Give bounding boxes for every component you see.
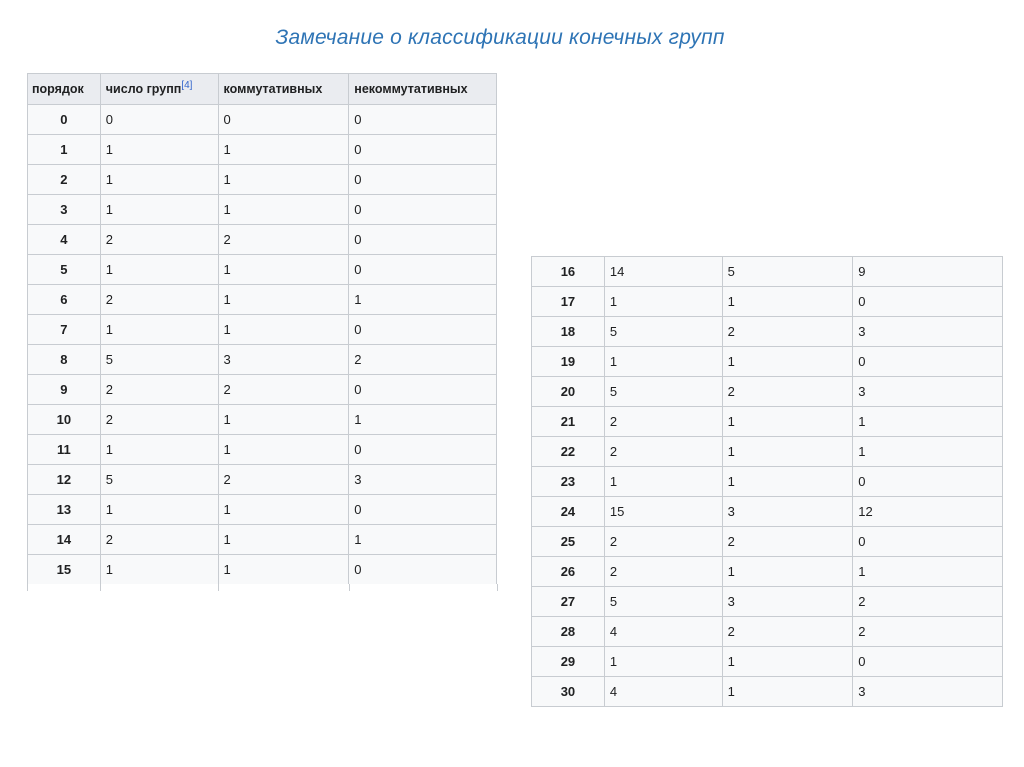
groups-cell: 4: [604, 617, 722, 647]
groups-cell: 4: [604, 677, 722, 707]
order-cell: 5: [28, 255, 101, 285]
table-row: [532, 347, 1003, 377]
nonabelian-cell: 1: [853, 557, 1003, 587]
table-row: [532, 557, 1003, 587]
nonabelian-cell: 0: [349, 105, 497, 135]
abelian-cell: 1: [722, 647, 853, 677]
groups-cell: 1: [100, 255, 218, 285]
groups-cell: 2: [100, 405, 218, 435]
table-row: [28, 405, 497, 435]
abelian-cell: 1: [722, 437, 853, 467]
groups-cell: 1: [100, 435, 218, 465]
table-row: [532, 317, 1003, 347]
order-cell: 9: [28, 375, 101, 405]
table-1-cut-lines: [27, 584, 498, 591]
table-row: [532, 647, 1003, 677]
abelian-cell: 1: [722, 347, 853, 377]
groups-cell: 1: [100, 495, 218, 525]
header-groups: [100, 74, 218, 105]
abelian-cell: 2: [722, 377, 853, 407]
nonabelian-cell: 0: [349, 165, 497, 195]
table-row: [28, 465, 497, 495]
nonabelian-cell: 0: [349, 315, 497, 345]
groups-cell: 5: [604, 587, 722, 617]
abelian-cell: 1: [218, 495, 349, 525]
nonabelian-cell: 3: [853, 377, 1003, 407]
table-row: [28, 345, 497, 375]
header-groups-label: число групп: [105, 82, 182, 96]
header-order: порядок: [28, 74, 101, 105]
header-nonabelian: некоммутативных: [349, 74, 497, 105]
order-cell: 19: [532, 347, 605, 377]
table-row: [532, 677, 1003, 707]
nonabelian-cell: 0: [349, 555, 497, 585]
table-row: [28, 105, 497, 135]
groups-cell: 1: [604, 647, 722, 677]
order-cell: 29: [532, 647, 605, 677]
nonabelian-cell: 2: [853, 617, 1003, 647]
abelian-cell: 3: [722, 587, 853, 617]
order-cell: 2: [28, 165, 101, 195]
table-row: [28, 375, 497, 405]
groups-cell: 1: [604, 287, 722, 317]
table-row: [28, 495, 497, 525]
abelian-cell: 2: [722, 317, 853, 347]
order-cell: 17: [532, 287, 605, 317]
abelian-cell: 1: [218, 555, 349, 585]
order-cell: 1: [28, 135, 101, 165]
order-cell: 18: [532, 317, 605, 347]
table-row: [28, 315, 497, 345]
table-header-row: [28, 74, 497, 105]
table-row: [532, 587, 1003, 617]
abelian-cell: 1: [722, 287, 853, 317]
nonabelian-cell: 1: [349, 285, 497, 315]
abelian-cell: 3: [722, 497, 853, 527]
nonabelian-cell: 1: [349, 405, 497, 435]
groups-cell: 1: [100, 165, 218, 195]
order-cell: 25: [532, 527, 605, 557]
table-row: [28, 225, 497, 255]
nonabelian-cell: 0: [349, 135, 497, 165]
order-cell: 21: [532, 407, 605, 437]
abelian-cell: 0: [218, 105, 349, 135]
groups-cell: 2: [100, 525, 218, 555]
table-row: [28, 285, 497, 315]
groups-cell: 1: [604, 347, 722, 377]
nonabelian-cell: 3: [349, 465, 497, 495]
abelian-cell: 2: [722, 617, 853, 647]
nonabelian-cell: 12: [853, 497, 1003, 527]
nonabelian-cell: 0: [853, 287, 1003, 317]
abelian-cell: 1: [722, 467, 853, 497]
table-row: [532, 527, 1003, 557]
abelian-cell: 5: [722, 257, 853, 287]
abelian-cell: 2: [218, 225, 349, 255]
abelian-cell: 2: [218, 375, 349, 405]
abelian-cell: 1: [218, 135, 349, 165]
groups-cell: 1: [100, 555, 218, 585]
abelian-cell: 1: [218, 525, 349, 555]
nonabelian-cell: 0: [349, 195, 497, 225]
nonabelian-cell: 3: [853, 317, 1003, 347]
order-cell: 23: [532, 467, 605, 497]
groups-cell: 5: [100, 465, 218, 495]
slide-title: Замечание о классификации конечных групп: [275, 26, 725, 49]
abelian-cell: 1: [218, 405, 349, 435]
abelian-cell: 1: [218, 255, 349, 285]
groups-cell: 1: [604, 467, 722, 497]
abelian-cell: 1: [722, 407, 853, 437]
order-cell: 13: [28, 495, 101, 525]
table-row: [532, 377, 1003, 407]
groups-cell: 2: [604, 407, 722, 437]
nonabelian-cell: 9: [853, 257, 1003, 287]
nonabelian-cell: 1: [853, 437, 1003, 467]
nonabelian-cell: 0: [349, 435, 497, 465]
abelian-cell: 1: [218, 315, 349, 345]
nonabelian-cell: 1: [853, 407, 1003, 437]
groups-cell: 1: [100, 135, 218, 165]
nonabelian-cell: 0: [853, 647, 1003, 677]
groups-cell: 2: [100, 285, 218, 315]
table-row: [28, 195, 497, 225]
order-cell: 30: [532, 677, 605, 707]
order-cell: 7: [28, 315, 101, 345]
order-cell: 15: [28, 555, 101, 585]
order-cell: 22: [532, 437, 605, 467]
abelian-cell: 1: [722, 557, 853, 587]
groups-cell: 2: [100, 375, 218, 405]
order-cell: 16: [532, 257, 605, 287]
abelian-cell: 2: [722, 527, 853, 557]
order-cell: 6: [28, 285, 101, 315]
groups-cell: 0: [100, 105, 218, 135]
groups-cell: 5: [604, 377, 722, 407]
order-cell: 10: [28, 405, 101, 435]
table-row: [532, 497, 1003, 527]
abelian-cell: 1: [722, 677, 853, 707]
nonabelian-cell: 0: [853, 467, 1003, 497]
groups-cell: 2: [604, 437, 722, 467]
groups-cell: 2: [604, 527, 722, 557]
order-cell: 4: [28, 225, 101, 255]
abelian-cell: 1: [218, 435, 349, 465]
groups-cell: 2: [604, 557, 722, 587]
table-row: [532, 617, 1003, 647]
table-row: [532, 407, 1003, 437]
groups-cell: 5: [604, 317, 722, 347]
groups-cell: 1: [100, 195, 218, 225]
table-row: [28, 165, 497, 195]
groups-cell: 1: [100, 315, 218, 345]
group-count-table-1: [27, 73, 497, 585]
nonabelian-cell: 1: [349, 525, 497, 555]
nonabelian-cell: 0: [853, 527, 1003, 557]
order-cell: 8: [28, 345, 101, 375]
table-row: [28, 555, 497, 585]
header-abelian: коммутативных: [218, 74, 349, 105]
group-count-table-2: [531, 256, 1003, 707]
abelian-cell: 1: [218, 195, 349, 225]
abelian-cell: 3: [218, 345, 349, 375]
table-row: [28, 135, 497, 165]
order-cell: 28: [532, 617, 605, 647]
order-cell: 24: [532, 497, 605, 527]
nonabelian-cell: 0: [349, 255, 497, 285]
nonabelian-cell: 0: [853, 347, 1003, 377]
abelian-cell: 2: [218, 465, 349, 495]
nonabelian-cell: 0: [349, 225, 497, 255]
order-cell: 26: [532, 557, 605, 587]
nonabelian-cell: 0: [349, 495, 497, 525]
nonabelian-cell: 0: [349, 375, 497, 405]
groups-cell: 14: [604, 257, 722, 287]
order-cell: 12: [28, 465, 101, 495]
groups-cell: 15: [604, 497, 722, 527]
table-row: [28, 255, 497, 285]
table-row: [532, 437, 1003, 467]
order-cell: 11: [28, 435, 101, 465]
table-row: [28, 525, 497, 555]
groups-cell: 2: [100, 225, 218, 255]
order-cell: 0: [28, 105, 101, 135]
order-cell: 20: [532, 377, 605, 407]
order-cell: 27: [532, 587, 605, 617]
table-row: [532, 467, 1003, 497]
table-row: [532, 287, 1003, 317]
table-row: [532, 257, 1003, 287]
groups-cell: 5: [100, 345, 218, 375]
abelian-cell: 1: [218, 165, 349, 195]
abelian-cell: 1: [218, 285, 349, 315]
order-cell: 3: [28, 195, 101, 225]
table-row: [28, 435, 497, 465]
nonabelian-cell: 2: [349, 345, 497, 375]
order-cell: 14: [28, 525, 101, 555]
nonabelian-cell: 3: [853, 677, 1003, 707]
reference-link[interactable]: [4]: [181, 79, 193, 91]
nonabelian-cell: 2: [853, 587, 1003, 617]
